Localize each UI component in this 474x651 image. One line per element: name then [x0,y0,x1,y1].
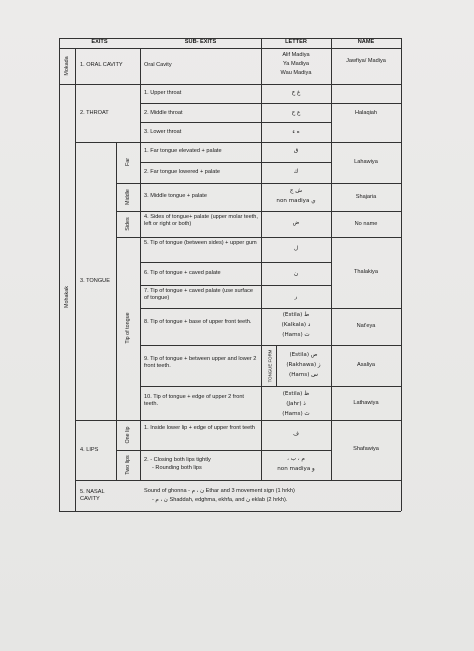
sub-tip-base-teeth: 8. Tip of tongue + base of upper front teeth. [144,319,252,325]
sub-nasal-ghonna: Sound of ghonna - ن ، م Ethar and 3 movement sign (1 hrkh) [144,488,295,494]
name-nateya: Nat'eya [356,323,376,329]
row-divider [140,308,401,309]
sub-tip-caved-surface: 7. Tip of tongue + caved palate (use surface of tongue) [144,288,253,301]
table-border-bottom [59,511,401,512]
sub-rounding-lips: - Rounding both lips [152,465,202,471]
col-divider [331,38,332,480]
exit-lips: 4. LIPS [80,447,99,453]
sub-far-elevated: 1. Far tongue elevated + palate [144,148,222,154]
row-divider [140,162,331,163]
table-border-left [59,38,60,511]
row-divider [140,122,331,123]
letter-za-estila: ظ (Estila) [282,391,310,397]
header-divider [59,48,401,49]
sub-far-lowered: 2. Far tongue lowered + palate [144,169,221,175]
exit-oral-cavity: 1. ORAL CAVITY [80,62,123,68]
letter-ta-estila: ط (Estila) [282,312,310,318]
sub-upper-throat: 1. Upper throat [144,90,182,96]
sub-group-one-lip: One lip [125,426,131,444]
row-divider [140,386,401,387]
row-divider [75,142,401,143]
letter-mim-ba: م ، ب ، [287,456,305,462]
letter-sin-hams: س (Hams) [289,372,318,378]
sub-group-middle: Middle [125,189,131,205]
table-border-right [401,38,402,511]
letter-kaf: ك [293,169,299,175]
letter-qaf: ق [293,148,299,154]
letter-ta-hams: ت (Hams) [282,332,310,338]
sub-tip-between-teeth: 9. Tip of tongue + between upper and lower 2 front teeth. [144,356,257,369]
row-divider [140,103,401,104]
letter-alif: Alif Madiya [282,52,310,58]
letter-lower-throat: ه ء [292,129,300,135]
letter-sad-estila: ص (Estila) [289,352,318,358]
name-shajaria: Shajaria [355,194,377,200]
letter-shin-jim: ش ج [289,188,303,194]
sub-group-tip: Tip of tongue [125,312,131,344]
row-divider [140,345,401,346]
letter-dal-kalkala: د (Kalkala) [281,322,311,328]
sub-tip-caved: 6. Tip of tongue + caved palate [144,270,221,276]
sub-sides-tongue: 4. Sides of tongue+ palate (upper molar teeth, left or right or both) [144,214,258,227]
letter-middle-throat: ع ح [291,110,301,116]
group-mokada: Mokada [64,56,70,76]
col-divider [140,48,141,480]
tongue-form-label: TONGUE FORM [267,349,273,383]
sub-nasal-shaddah: - ن ، م Shaddah, edghma, ekhfa, and ن eklab (2 hrkh). [152,497,288,503]
letter-dhal-jahr: ذ (Jahr) [286,401,306,407]
letter-zay-rakhawa: ز (Rakhawa) [286,362,321,368]
letter-tha-hams: ث (Hams) [282,411,310,417]
row-divider [116,450,331,451]
sub-oral-cavity: Oral Cavity [144,62,172,68]
letter-dad: ض [292,220,300,226]
name-no-name: No name [354,221,378,227]
sub-group-sides: Sides [125,217,131,231]
row-divider [75,420,401,421]
row-divider [116,237,401,238]
row-divider [140,262,331,263]
header-name: NAME [357,39,375,45]
letter-upper-throat: غ خ [291,90,301,96]
exit-throat: 2. THROAT [80,110,109,116]
sub-closing-lips: 2. - Closing both lips tightly [144,457,211,463]
name-lathawiya: Lathawiya [353,400,379,406]
letter-wau: Wau Madiya [280,70,312,76]
letter-fa: ف [293,431,299,437]
name-lahawiya: Lahawiya [354,159,378,165]
sub-middle-throat: 2. Middle throat [144,110,183,116]
exit-nasal-cavity: 5. NASAL CAVITY [80,489,105,502]
name-asaliya: Asaliya [356,362,376,368]
group-mohakak: Mohakak [64,286,70,308]
header-sub-exits: SUB- EXITS [184,39,217,45]
letter-ya-non-madiya: ي non madiya [276,198,316,204]
letter-nun: ن [293,271,299,277]
letter-ya: Ya Madiya [282,61,309,67]
sub-tip-between-sides: 5. Tip of tongue (between sides) + upper gum [144,240,257,246]
sub-inside-lower-lip: 1. Inside lower lip + edge of upper front teeth [144,425,255,431]
name-thalakiya: Thalakiya [354,269,378,275]
sub-group-two-lips: Two lips [125,455,131,475]
name-shafawiya: Shafawiya [353,446,379,452]
sub-lower-throat: 3. Lower throat [144,129,182,135]
row-divider [59,84,401,85]
name-jawfiya: Jawfiya/ Madiya [346,58,386,64]
letter-lam: ل [293,246,299,252]
name-halaqiah: Halaqiah [354,110,378,116]
row-divider [116,183,401,184]
letter-ra: ر [294,294,298,300]
header-exits: EXITS [91,39,108,45]
col-divider [75,48,76,511]
sub-tip-edge-teeth: 10. Tip of tongue + edge of upper 2 front teeth. [144,394,244,407]
row-divider [116,211,401,212]
letter-wau-non-madiya: و non madiya [277,466,315,472]
sub-group-far: Far [125,157,131,167]
row-divider [140,285,331,286]
header-letter: LETTER [285,39,307,45]
col-divider [116,142,117,480]
exit-tongue: 3. TONGUE [80,278,110,284]
row-divider [75,480,401,481]
sub-middle-tongue: 3. Middle tongue + palate [144,193,207,199]
